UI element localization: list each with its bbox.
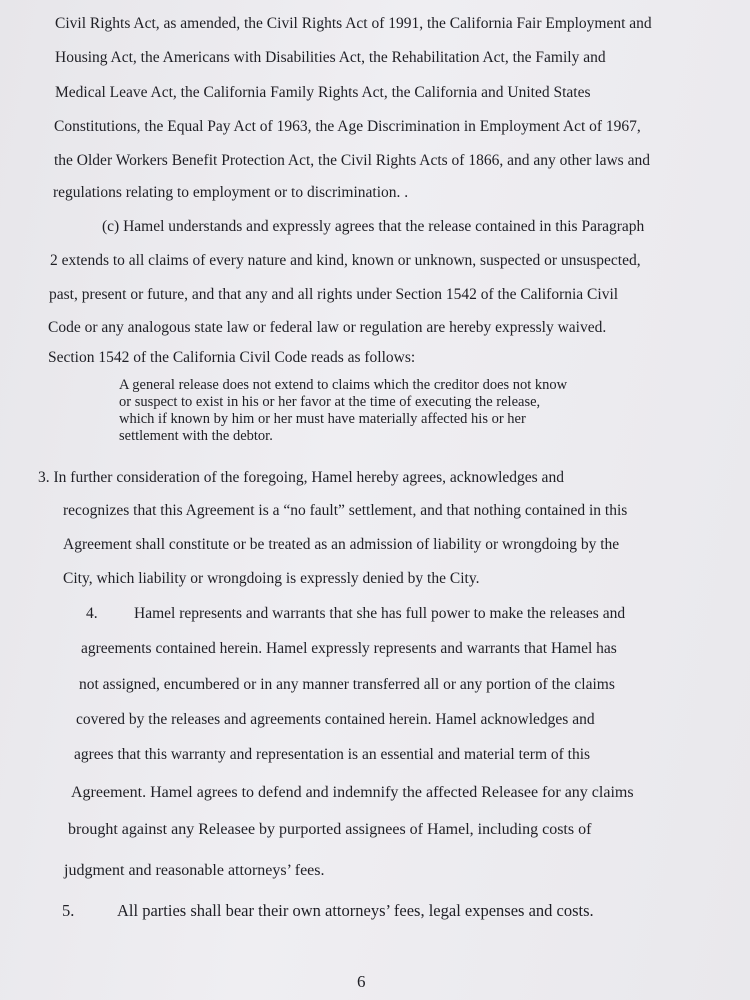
text-line: agreements contained herein. Hamel expressly represents and warrants that Hamel has bbox=[81, 640, 617, 657]
text-line: brought against any Releasee by purported assignees of Hamel, including costs of bbox=[68, 821, 592, 838]
text-line: the Older Workers Benefit Protection Act, the Civil Rights Acts of 1866, and any other laws and bbox=[54, 152, 650, 169]
text-line: not assigned, encumbered or in any manner transferred all or any portion of the claims bbox=[79, 676, 615, 693]
text-line: recognizes that this Agreement is a “no fault” settlement, and that nothing contained in this bbox=[63, 502, 628, 519]
text-line: Agreement. Hamel agrees to defend and indemnify the affected Releasee for any claims bbox=[71, 784, 634, 801]
text-line: (c) Hamel understands and expressly agrees that the release contained in this Paragraph bbox=[102, 218, 645, 235]
text-line: regulations relating to employment or to discrimination. . bbox=[53, 184, 409, 201]
text-line: judgment and reasonable attorneys’ fees. bbox=[64, 862, 325, 879]
quote-line: settlement with the debtor. bbox=[119, 428, 273, 444]
text-line: Hamel represents and warrants that she has full power to make the releases and bbox=[134, 605, 626, 622]
text-line: agrees that this warranty and representation is an essential and material term of this bbox=[74, 746, 591, 763]
text-line: Constitutions, the Equal Pay Act of 1963, the Age Discrimination in Employment Act of 1967, bbox=[54, 118, 641, 135]
section-number: 5. bbox=[62, 901, 75, 920]
text-line: covered by the releases and agreements contained herein. Hamel acknowledges and bbox=[76, 711, 595, 728]
text-line: Code or any analogous state law or federal law or regulation are hereby expressly waived. bbox=[48, 319, 607, 336]
text-line: Section 1542 of the California Civil Code reads as follows: bbox=[48, 349, 416, 366]
text-line: 2 extends to all claims of every nature and kind, known or unknown, suspected or unsuspected, bbox=[50, 252, 641, 269]
text-line: Civil Rights Act, as amended, the Civil Rights Act of 1991, the California Fair Employment and bbox=[55, 15, 652, 32]
text-line: Housing Act, the Americans with Disabilities Act, the Rehabilitation Act, the Family and bbox=[55, 49, 606, 66]
quote-line: which if known by him or her must have materially affected his or her bbox=[119, 411, 526, 427]
text-line: Medical Leave Act, the California Family Rights Act, the California and United States bbox=[55, 84, 591, 101]
quote-line: or suspect to exist in his or her favor at the time of executing the release, bbox=[119, 394, 541, 410]
text-line: All parties shall bear their own attorneys’ fees, legal expenses and costs. bbox=[117, 901, 594, 920]
text-line: Agreement shall constitute or be treated as an admission of liability or wrongdoing by the bbox=[63, 536, 620, 553]
text-line: 3. In further consideration of the foregoing, Hamel hereby agrees, acknowledges and bbox=[38, 469, 564, 486]
text-line: City, which liability or wrongdoing is expressly denied by the City. bbox=[63, 570, 480, 587]
section-number: 4. bbox=[86, 605, 98, 622]
text-line: past, present or future, and that any and all rights under Section 1542 of the California Civil bbox=[49, 286, 619, 303]
page-number: 6 bbox=[357, 972, 366, 991]
quote-line: A general release does not extend to claims which the creditor does not know bbox=[119, 377, 568, 393]
